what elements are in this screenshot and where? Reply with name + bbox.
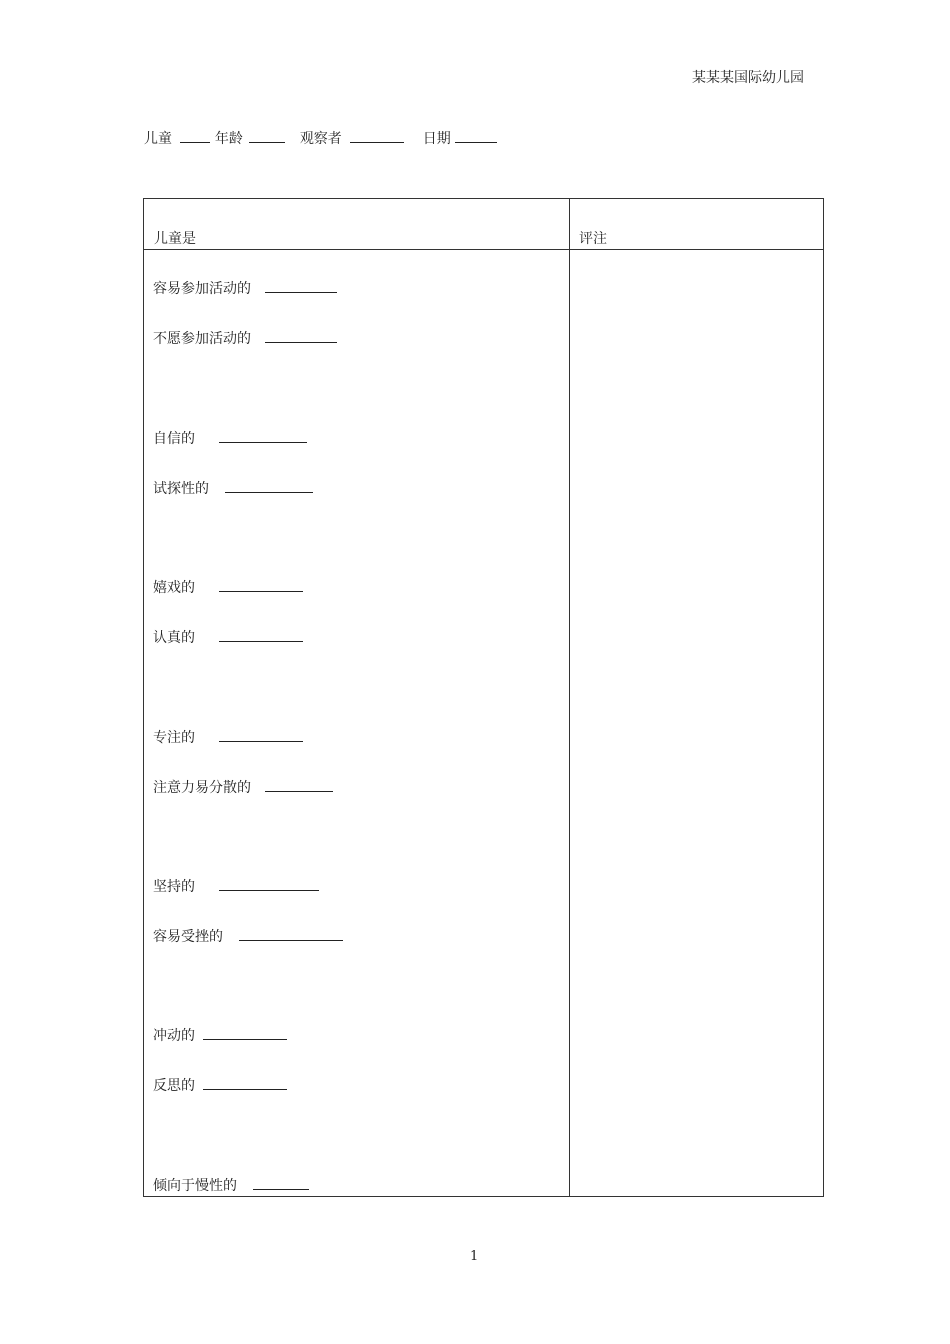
trait-label: 坚持的 [153, 879, 195, 895]
trait-label: 试探性的 [153, 481, 209, 497]
page-number: 1 [470, 1249, 479, 1264]
school-name: 某某某国际幼儿园 [692, 70, 804, 86]
trait-blank[interactable] [219, 428, 307, 443]
list-item [153, 478, 313, 498]
age-label: 年龄 [214, 131, 243, 147]
trait-blank[interactable] [253, 1175, 309, 1190]
list-item [153, 876, 319, 896]
age-blank[interactable] [249, 128, 285, 143]
list-item [153, 727, 303, 747]
list-item [153, 777, 333, 797]
list-item [153, 1175, 309, 1195]
trait-label: 容易参加活动的 [153, 281, 251, 297]
observer-blank[interactable] [350, 128, 404, 143]
list-item [153, 428, 307, 448]
trait-label: 自信的 [153, 431, 195, 447]
trait-label: 冲动的 [153, 1028, 195, 1044]
list-item [153, 278, 337, 298]
trait-blank[interactable] [265, 777, 333, 792]
info-line [144, 128, 497, 148]
comments-cell[interactable] [570, 250, 823, 1196]
list-item [153, 1025, 287, 1045]
list-item [153, 926, 343, 946]
trait-blank[interactable] [265, 278, 337, 293]
trait-blank[interactable] [203, 1025, 287, 1040]
list-item [153, 627, 303, 647]
observer-label: 观察者 [299, 131, 342, 147]
trait-blank[interactable] [265, 328, 337, 343]
trait-label: 容易受挫的 [153, 929, 223, 945]
trait-blank[interactable] [219, 627, 303, 642]
child-blank[interactable] [180, 128, 210, 143]
list-item [153, 577, 303, 597]
trait-label: 注意力易分散的 [153, 780, 251, 796]
list-item [153, 1075, 287, 1095]
trait-label: 不愿参加活动的 [153, 331, 251, 347]
trait-label: 认真的 [153, 630, 195, 646]
child-label: 儿童 [144, 131, 172, 147]
column-header-comments: 评注 [579, 231, 607, 247]
trait-blank[interactable] [203, 1075, 287, 1090]
list-item [153, 328, 337, 348]
column-header-child: 儿童是 [154, 231, 196, 247]
trait-blank[interactable] [219, 577, 303, 592]
trait-blank[interactable] [219, 727, 303, 742]
trait-blank[interactable] [225, 478, 313, 493]
date-label: 日期 [422, 131, 451, 147]
trait-label: 反思的 [153, 1078, 195, 1094]
trait-label: 倾向于慢性的 [153, 1178, 237, 1194]
trait-label: 嬉戏的 [153, 580, 195, 596]
trait-label: 专注的 [153, 730, 195, 746]
trait-blank[interactable] [239, 926, 343, 941]
trait-blank[interactable] [219, 876, 319, 891]
date-blank[interactable] [455, 128, 497, 143]
